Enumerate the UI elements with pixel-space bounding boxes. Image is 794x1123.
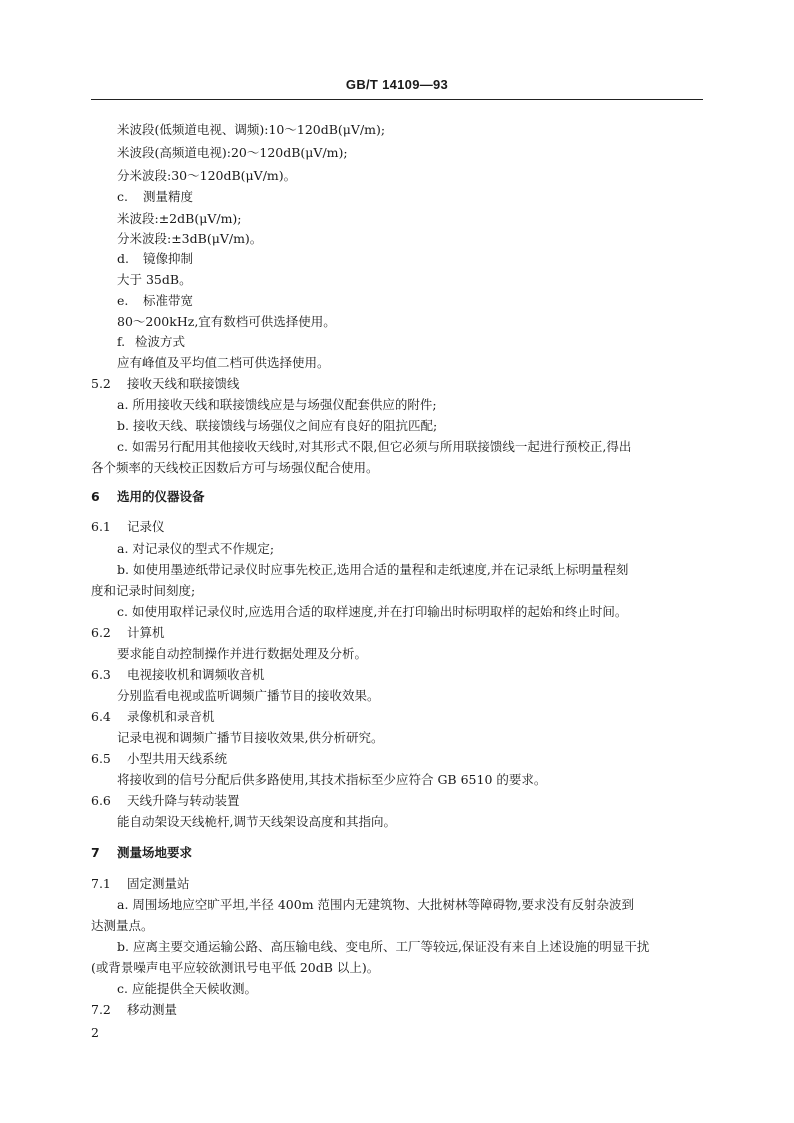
page-header: GB/T 14109—93 <box>345 77 449 92</box>
section-heading-6-2 <box>91 625 165 641</box>
spec-line: 大于 35dB。 <box>117 272 192 287</box>
chapter-title: 选用的仪器设备 <box>117 489 205 504</box>
item-title: 测量精度 <box>143 189 194 204</box>
section-number: 5.2 <box>91 376 111 391</box>
section-text: 能自动架设天线桅杆,调节天线架设高度和其指向。 <box>117 814 396 829</box>
spec-line: 米波段(低频道电视、调频):10～120dB(μV/m); <box>117 122 386 137</box>
item-heading <box>117 334 185 350</box>
item-title: 镜像抑制 <box>143 251 194 266</box>
spec-line: 分米波段:±3dB(μV/m)。 <box>117 231 263 246</box>
chapter-heading-6 <box>91 489 205 505</box>
section-title: 录像机和录音机 <box>127 709 215 724</box>
item-label: f. <box>117 334 126 349</box>
section-text: 分别监看电视或监听调频广播节目的接收效果。 <box>117 688 380 703</box>
section-number: 6.2 <box>91 625 111 640</box>
list-item: c. 应能提供全天候收测。 <box>117 981 257 996</box>
section-heading-6-1 <box>91 519 165 535</box>
list-item: c. 如使用取样记录仪时,应选用合适的取样速度,并在打印输出时标明取样的起始和终止时间。 <box>117 604 628 619</box>
section-number: 6.3 <box>91 667 111 682</box>
section-heading-6-5 <box>91 751 227 767</box>
item-title: 检波方式 <box>135 334 186 349</box>
section-title: 固定测量站 <box>127 876 190 891</box>
item-label: d. <box>117 251 129 266</box>
header-rule <box>91 99 703 100</box>
list-item: a. 对记录仪的型式不作规定; <box>117 541 275 556</box>
spec-line: 米波段(高频道电视):20～120dB(μV/m); <box>117 145 348 160</box>
chapter-number: 6 <box>91 489 100 504</box>
item-title: 标准带宽 <box>143 293 194 308</box>
section-number: 6.5 <box>91 751 111 766</box>
list-item: b. 接收天线、联接馈线与场强仪之间应有良好的阻抗匹配; <box>117 418 438 433</box>
list-item: b. 如使用墨迹纸带记录仪时应事先校正,选用合适的量程和走纸速度,并在记录纸上标明量程刻 <box>117 562 629 577</box>
section-number: 7.2 <box>91 1002 111 1017</box>
section-text: 记录电视和调频广播节目接收效果,供分析研究。 <box>117 730 384 745</box>
section-title: 小型共用天线系统 <box>127 751 228 766</box>
section-heading-6-6 <box>91 793 240 809</box>
section-title: 记录仪 <box>127 519 165 534</box>
list-item-continuation: (或背景噪声电平应较欲测讯号电平低 20dB 以上)。 <box>91 960 380 975</box>
item-label: e. <box>117 293 129 308</box>
section-title: 计算机 <box>127 625 165 640</box>
section-number: 7.1 <box>91 876 111 891</box>
list-item: a. 周围场地应空旷平坦,半径 400m 范围内无建筑物、大批树林等障碍物,要求没有反射杂波到 <box>117 897 635 912</box>
section-heading-7-2 <box>91 1002 177 1018</box>
list-item: b. 应离主要交通运输公路、高压输电线、变电所、工厂等较远,保证没有来自上述设施的明显干扰 <box>117 939 650 954</box>
section-text: 将接收到的信号分配后供多路使用,其技术指标至少应符合 GB 6510 的要求。 <box>117 772 547 787</box>
section-number: 6.1 <box>91 519 111 534</box>
item-label: c. <box>117 189 128 204</box>
list-item-continuation: 达测量点。 <box>91 918 154 933</box>
list-item: a. 所用接收天线和联接馈线应是与场强仪配套供应的附件; <box>117 397 437 412</box>
section-title: 电视接收机和调频收音机 <box>127 667 265 682</box>
spec-line: 应有峰值及平均值二档可供选择使用。 <box>117 355 330 370</box>
spec-line: 80～200kHz,宜有数档可供选择使用。 <box>117 314 336 329</box>
chapter-title: 测量场地要求 <box>117 845 193 860</box>
section-number: 6.6 <box>91 793 111 808</box>
section-title: 移动测量 <box>127 1002 178 1017</box>
section-heading-5-2 <box>91 376 240 392</box>
spec-line: 分米波段:30～120dB(μV/m)。 <box>117 168 297 183</box>
list-item-continuation: 各个频率的天线校正因数后方可与场强仪配合使用。 <box>91 460 379 475</box>
list-item-continuation: 度和记录时间刻度; <box>91 583 196 598</box>
item-heading <box>117 293 193 309</box>
item-heading <box>117 251 193 267</box>
section-heading-7-1 <box>91 876 190 892</box>
section-heading-6-3 <box>91 667 265 683</box>
list-item: c. 如需另行配用其他接收天线时,对其形式不限,但它必须与所用联接馈线一起进行预校正,得出 <box>117 439 632 454</box>
section-title: 天线升降与转动装置 <box>127 793 240 808</box>
section-text: 要求能自动控制操作并进行数据处理及分析。 <box>117 646 368 661</box>
chapter-number: 7 <box>91 845 100 860</box>
section-number: 6.4 <box>91 709 111 724</box>
section-title: 接收天线和联接馈线 <box>127 376 240 391</box>
chapter-heading-7 <box>91 845 192 861</box>
section-heading-6-4 <box>91 709 215 725</box>
item-heading <box>117 189 193 205</box>
page-number: 2 <box>91 1025 99 1040</box>
spec-line: 米波段:±2dB(μV/m); <box>117 211 242 226</box>
